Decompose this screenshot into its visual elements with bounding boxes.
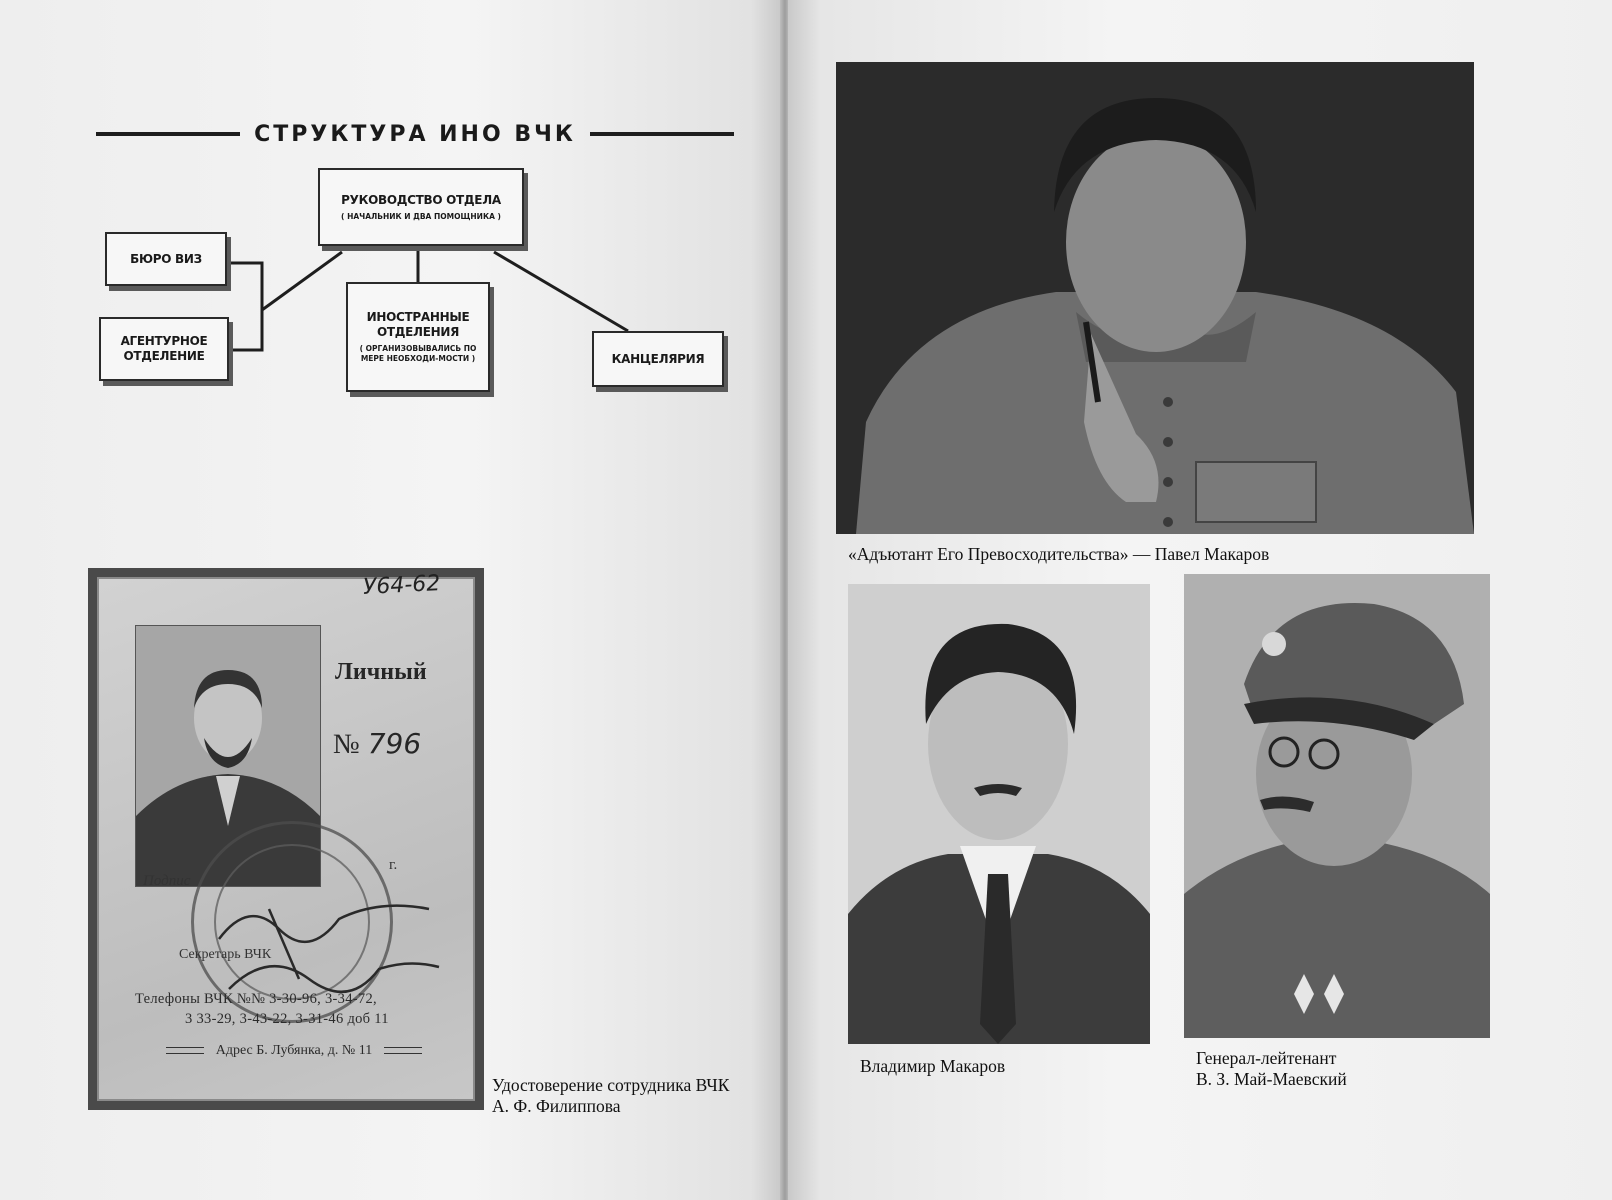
vladimir-portrait-drawing <box>848 584 1150 1044</box>
foreign-departments-label: ИНОСТРАННЫЕ ОТДЕЛЕНИЯ <box>366 310 470 339</box>
box-leadership <box>318 168 524 246</box>
office-label: КАНЦЕЛЯРИЯ <box>611 351 705 366</box>
number-label: № <box>333 729 360 760</box>
connector-bracket <box>229 263 262 350</box>
secretary-label: Секретарь ВЧК <box>179 947 272 962</box>
photo-general-may-mayevsky <box>1184 574 1490 1038</box>
connector-office <box>494 252 628 331</box>
signature-label: Подпис <box>143 873 191 889</box>
caption-general <box>1196 1048 1456 1090</box>
year-suffix: г. <box>389 857 398 873</box>
caption-general-line1: Генерал-лейтенант <box>1196 1048 1337 1068</box>
id-card-photo <box>88 568 484 1110</box>
box-foreign-departments <box>346 282 490 392</box>
phones-line2: 3 33-29, 3-43-22, 3-31-46 доб 11 <box>185 1011 389 1027</box>
address-value: Адрес Б. Лубянка, д. № 11 <box>215 1043 373 1058</box>
id-card-paper <box>97 570 475 1101</box>
address-text <box>139 1043 449 1059</box>
box-office <box>592 331 724 387</box>
leadership-note: ( НАЧАЛЬНИК И ДВА ПОМОЩНИКА ) <box>341 211 501 221</box>
visa-bureau-label: БЮРО ВИЗ <box>130 251 202 266</box>
caption-vladimir: Владимир Макаров <box>860 1056 1006 1076</box>
phones-line1: Телефоны ВЧК №№ 3-30-96, 3-34-72, <box>135 991 377 1007</box>
card-number: 796 <box>367 727 422 760</box>
handwritten-signature <box>209 879 449 999</box>
general-portrait-drawing <box>1184 574 1490 1038</box>
leadership-label: РУКОВОДСТВО ОТДЕЛА <box>341 192 501 207</box>
foreign-departments-note: ( ОРГАНИЗОВЫВАЛИСЬ ПО МЕРЕ НЕОБХОДИ-МОСТИ ) <box>359 344 477 363</box>
box-agent-department <box>99 317 229 381</box>
caption-general-line2: В. З. Май-Маевский <box>1196 1069 1347 1089</box>
photo-pavel-makarov <box>836 62 1474 534</box>
personal-label: Личный <box>335 659 427 685</box>
connector-left <box>262 252 342 310</box>
caption-id-card: Удостоверение сотрудника ВЧК А. Ф. Филиппова <box>492 1075 730 1116</box>
caption-adjutant: «Адъютант Его Превосходительства» — Павел Макаров <box>848 544 1270 564</box>
inventory-number: У64-62 <box>362 570 441 601</box>
agent-department-label: АГЕНТУРНОЕ ОТДЕЛЕНИЕ <box>120 334 208 363</box>
pavel-portrait-drawing <box>836 62 1474 534</box>
card-number-row <box>333 727 421 761</box>
box-visa-bureau <box>105 232 227 286</box>
photo-vladimir-makarov <box>848 584 1150 1044</box>
phones-text <box>135 989 465 1029</box>
diagram-title-text: СТРУКТУРА ИНО ВЧК <box>254 121 576 147</box>
